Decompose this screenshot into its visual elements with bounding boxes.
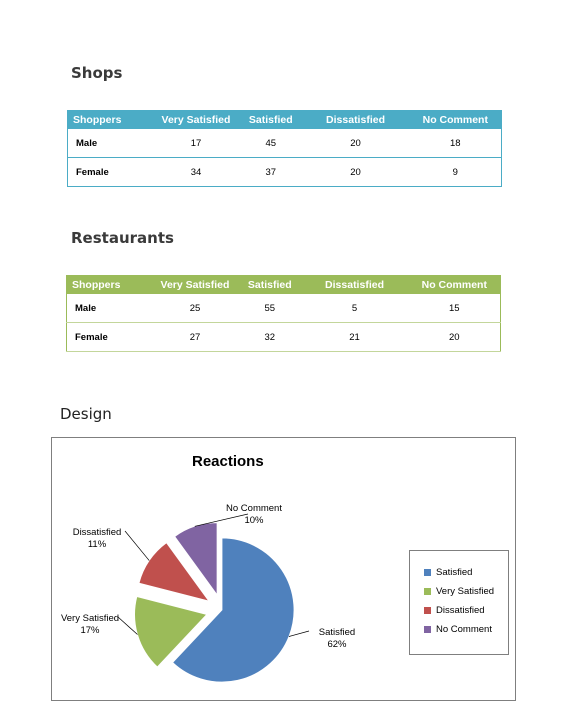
table-row xyxy=(68,158,502,187)
column-header: Shoppers xyxy=(68,111,152,130)
slice-percent-label: 62% xyxy=(327,639,347,650)
leader-line xyxy=(125,531,149,561)
table-cell: 20 xyxy=(301,158,409,187)
table-cell: 25 xyxy=(151,294,239,323)
table-cell: 55 xyxy=(239,294,300,323)
chart-title: Reactions xyxy=(192,453,264,470)
table-header-row xyxy=(68,111,502,130)
leader-line xyxy=(289,631,309,637)
pie-chart xyxy=(51,437,516,701)
table-cell: Female xyxy=(68,158,152,187)
slice-percent-label: 17% xyxy=(80,625,100,636)
leader-line xyxy=(195,514,248,526)
table-cell: 18 xyxy=(410,129,502,158)
legend-item xyxy=(424,624,492,635)
slice-percent-label: 11% xyxy=(87,539,107,550)
legend-swatch xyxy=(424,588,431,595)
legend-item xyxy=(424,605,485,616)
table-cell: Male xyxy=(68,129,152,158)
column-header: Dissatisfied xyxy=(301,111,409,130)
pie-slice-satisfied xyxy=(173,538,294,682)
table-cell: 17 xyxy=(152,129,240,158)
table-cell: 34 xyxy=(152,158,240,187)
slice-label: No Comment xyxy=(226,503,282,514)
design-section-title: Design xyxy=(60,405,112,423)
table-cell: 9 xyxy=(410,158,502,187)
slice-label: Satisfied xyxy=(318,627,356,638)
legend-swatch xyxy=(424,626,431,633)
legend-swatch xyxy=(424,569,431,576)
column-header: Very Satisfied xyxy=(151,276,239,295)
table-cell: 20 xyxy=(409,323,501,352)
table-row xyxy=(67,294,501,323)
chart-legend xyxy=(409,550,509,655)
column-header: Very Satisfied xyxy=(152,111,240,130)
restaurants-section-title: Restaurants xyxy=(71,229,174,247)
column-header: Shoppers xyxy=(67,276,151,295)
column-header: No Comment xyxy=(410,111,502,130)
restaurants-table xyxy=(66,275,501,352)
slice-label: Very Satisfied xyxy=(60,613,120,624)
table-cell: 21 xyxy=(300,323,408,352)
table-cell: Female xyxy=(67,323,151,352)
table-cell: 27 xyxy=(151,323,239,352)
column-header: No Comment xyxy=(409,276,501,295)
column-header: Satisfied xyxy=(239,276,300,295)
table-cell: 15 xyxy=(409,294,501,323)
table-cell: 45 xyxy=(240,129,301,158)
legend-label: No Comment xyxy=(436,624,492,635)
legend-swatch xyxy=(424,607,431,614)
column-header: Dissatisfied xyxy=(300,276,408,295)
slice-percent-label: 10% xyxy=(244,515,264,526)
table-row xyxy=(68,129,502,158)
legend-label: Very Satisfied xyxy=(436,586,495,597)
column-header: Satisfied xyxy=(240,111,301,130)
legend-item xyxy=(424,586,494,597)
legend-label: Satisfied xyxy=(436,567,473,578)
table-header-row xyxy=(67,276,501,295)
slice-label: Dissatisfied xyxy=(72,527,122,538)
table-cell: 5 xyxy=(300,294,408,323)
legend-item xyxy=(424,567,472,578)
shops-section-title: Shops xyxy=(71,64,123,82)
table-cell: 37 xyxy=(240,158,301,187)
table-cell: 20 xyxy=(301,129,409,158)
shops-table xyxy=(67,110,502,187)
legend-label: Dissatisfied xyxy=(436,605,485,616)
table-cell: Male xyxy=(67,294,151,323)
table-cell: 32 xyxy=(239,323,300,352)
table-row xyxy=(67,323,501,352)
